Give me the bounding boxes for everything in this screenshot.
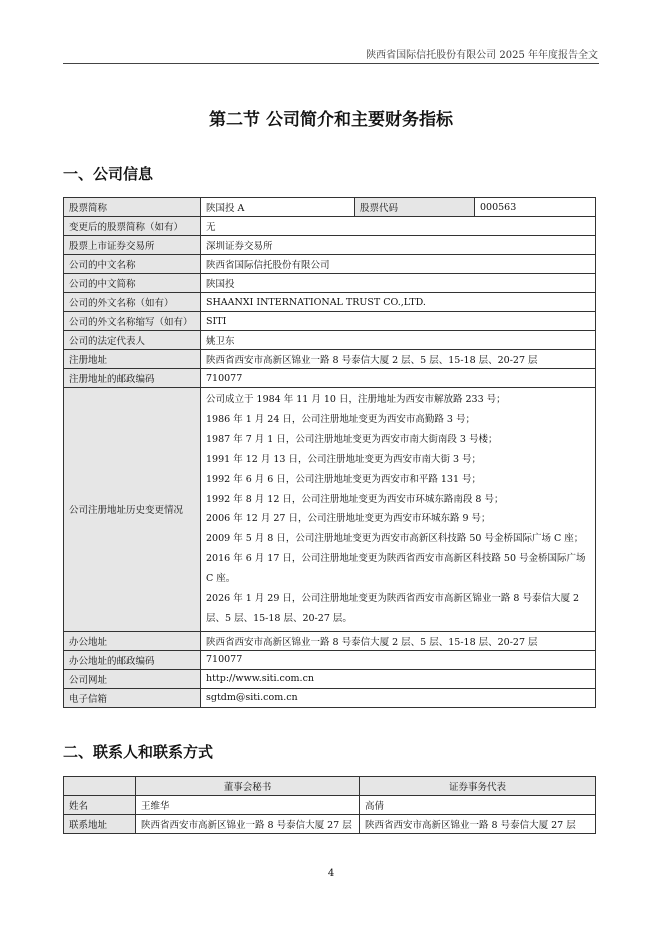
table-row xyxy=(64,796,596,815)
table-row xyxy=(64,350,596,369)
table-row xyxy=(64,369,596,388)
history-label: 公司注册地址历史变更情况 xyxy=(64,388,201,632)
row-label: 电子信箱 xyxy=(64,688,201,707)
contact-table xyxy=(63,776,596,834)
row-value: 710077 xyxy=(201,369,596,388)
table-row xyxy=(64,198,596,217)
row-label: 公司的法定代表人 xyxy=(64,331,201,350)
row-label: 注册地址 xyxy=(64,350,201,369)
history-line: 2016 年 6 月 17 日，公司注册地址变更为陕西省西安市高新区科技路 50 号金桥国际广场 C 座。 xyxy=(206,553,586,585)
row-label: 股票上市证券交易所 xyxy=(64,236,201,255)
table-row xyxy=(64,312,596,331)
row-label: 公司的外文名称（如有） xyxy=(64,293,201,312)
stock-code-value: 000563 xyxy=(475,198,596,217)
row-value: 陕西省国际信托股份有限公司 xyxy=(201,255,596,274)
representative-value: 陕西省西安市高新区锦业一路 8 号泰信大厦 27 层 xyxy=(360,815,596,834)
row-label: 注册地址的邮政编码 xyxy=(64,369,201,388)
header-empty-cell xyxy=(64,777,136,796)
row-value: 陕西省西安市高新区锦业一路 8 号泰信大厦 2 层、5 层、15-18 层、20-27 层 xyxy=(201,350,596,369)
stock-code-label: 股票代码 xyxy=(355,198,475,217)
history-cell xyxy=(201,388,596,632)
table-row xyxy=(64,815,596,834)
column-header: 董事会秘书 xyxy=(136,777,360,796)
column-header: 证券事务代表 xyxy=(360,777,596,796)
table-row xyxy=(64,669,596,688)
secretary-value: 王维华 xyxy=(136,796,360,815)
row-label: 联系地址 xyxy=(64,815,136,834)
history-line: 1986 年 1 月 24 日，公司注册地址变更为西安市高勤路 3 号； xyxy=(206,413,475,425)
row-label: 公司的中文简称 xyxy=(64,274,201,293)
row-label: 变更后的股票简称（如有） xyxy=(64,217,201,236)
history-line: 公司成立于 1984 年 11 月 10 日，注册地址为西安市解放路 233 号； xyxy=(206,394,506,405)
table-row xyxy=(64,255,596,274)
company-info-table xyxy=(63,197,596,708)
table-row-history xyxy=(64,388,596,632)
running-header: 陕西省国际信托股份有限公司 2025 年年度报告全文 xyxy=(366,50,598,61)
row-label: 办公地址 xyxy=(64,631,201,650)
table-row xyxy=(64,331,596,350)
representative-value: 高倩 xyxy=(360,796,596,815)
table-row xyxy=(64,650,596,669)
row-value: 无 xyxy=(201,217,596,236)
stock-short-label: 股票简称 xyxy=(64,198,201,217)
history-line: 2009 年 5 月 8 日，公司注册地址变更为西安市高新区科技路 50 号金桥国际广场 C 座； xyxy=(206,533,584,545)
company-info-heading: 一、公司信息 xyxy=(63,165,154,183)
contact-heading: 二、联系人和联系方式 xyxy=(63,743,214,761)
row-label: 公司网址 xyxy=(64,669,201,688)
table-row xyxy=(64,631,596,650)
row-value: SITI xyxy=(201,312,596,331)
header-divider xyxy=(63,63,599,64)
table-row xyxy=(64,236,596,255)
row-value: 陕国投 xyxy=(201,274,596,293)
table-row xyxy=(64,274,596,293)
history-line: 1991 年 12 月 13 日，公司注册地址变更为西安市南大街 3 号； xyxy=(206,453,482,465)
page-number: 4 xyxy=(327,868,335,879)
history-line: 2006 年 12 月 27 日，公司注册地址变更为西安市环城东路 9 号； xyxy=(206,513,491,525)
row-label: 办公地址的邮政编码 xyxy=(64,650,201,669)
history-line: 1992 年 8 月 12 日，公司注册地址变更为西安市环城东路南段 8 号； xyxy=(206,493,504,505)
email-value: sgtdm@siti.com.cn xyxy=(201,688,596,707)
history-line: 1992 年 6 月 6 日，公司注册地址变更为西安市和平路 131 号； xyxy=(206,473,482,485)
table-row xyxy=(64,688,596,707)
row-value: 深圳证券交易所 xyxy=(201,236,596,255)
history-line: 2026 年 1 月 29 日，公司注册地址变更为陕西省西安市高新区锦业一路 8 号泰信大厦 2 层、5 层、15-18 层、20-27 层。 xyxy=(206,593,580,624)
row-value: 姚卫东 xyxy=(201,331,596,350)
table-row xyxy=(64,293,596,312)
secretary-value: 陕西省西安市高新区锦业一路 8 号泰信大厦 27 层 xyxy=(136,815,360,834)
history-line: 1987 年 7 月 1 日，公司注册地址变更为西安市南大街南段 3 号楼； xyxy=(206,433,498,445)
website-value: http://www.siti.com.cn xyxy=(201,669,596,688)
row-value: 710077 xyxy=(201,650,596,669)
row-label: 姓名 xyxy=(64,796,136,815)
table-header-row xyxy=(64,777,596,796)
section-title: 第二节 公司简介和主要财务指标 xyxy=(209,110,453,130)
table-row xyxy=(64,217,596,236)
stock-short-value: 陕国投 A xyxy=(201,198,355,217)
row-value: 陕西省西安市高新区锦业一路 8 号泰信大厦 2 层、5 层、15-18 层、20-27 层 xyxy=(201,631,596,650)
row-label: 公司的中文名称 xyxy=(64,255,201,274)
row-label: 公司的外文名称缩写（如有） xyxy=(64,312,201,331)
row-value: SHAANXI INTERNATIONAL TRUST CO.,LTD. xyxy=(201,293,596,312)
